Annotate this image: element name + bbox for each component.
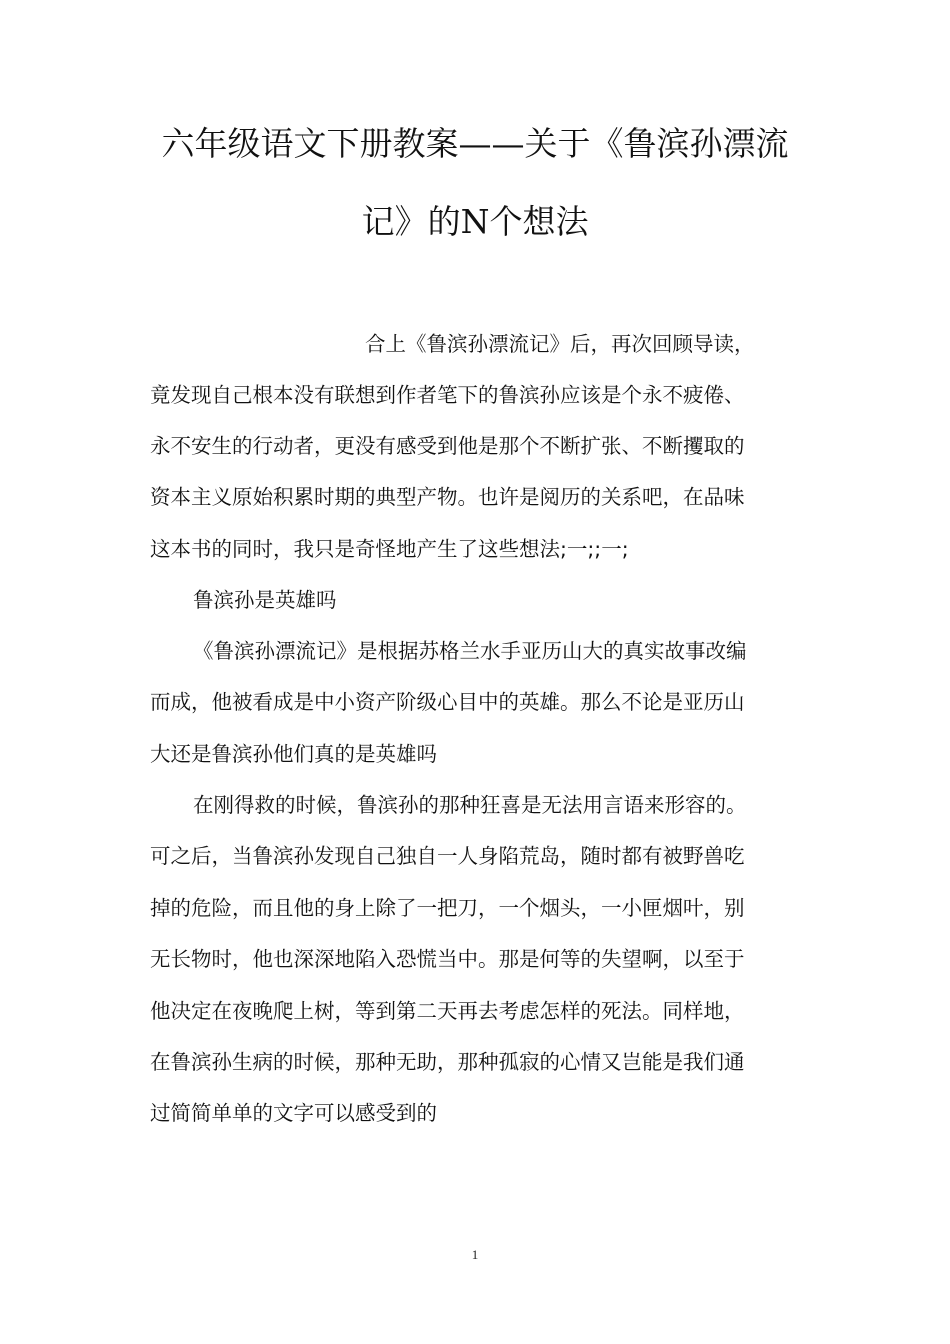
paragraph-line: 永不安生的行动者，更没有感受到他是那个不断扩张、不断攫取的 <box>150 434 745 458</box>
paragraph-line: 在刚得救的时候，鲁滨孙的那种狂喜是无法用言语来形容的。 <box>193 793 747 817</box>
paragraph-line: 无长物时，他也深深地陷入恐慌当中。那是何等的失望啊，以至于 <box>150 947 745 971</box>
page-title-line-1: 六年级语文下册教案——关于《鲁滨孙漂流 <box>161 124 789 163</box>
page-title-line-2: 记》的N个想法 <box>361 202 589 241</box>
paragraph-line: 大还是鲁滨孙他们真的是英雄吗 <box>150 742 437 766</box>
paragraph-line: 在鲁滨孙生病的时候，那种无助，那种孤寂的心情又岂能是我们通 <box>150 1050 745 1074</box>
paragraph-line: 可之后，当鲁滨孙发现自己独自一人身陷荒岛，随时都有被野兽吃 <box>150 844 745 868</box>
paragraph-line: 《鲁滨孙漂流记》是根据苏格兰水手亚历山大的真实故事改编 <box>193 639 747 663</box>
section-heading: 鲁滨孙是英雄吗 <box>193 588 337 612</box>
paragraph-line: 竟发现自己根本没有联想到作者笔下的鲁滨孙应该是个永不疲倦、 <box>150 383 745 407</box>
page-number: 1 <box>471 1247 479 1262</box>
paragraph-line: 掉的危险，而且他的身上除了一把刀，一个烟头，一小匣烟叶，别 <box>150 896 745 920</box>
paragraph-line: 他决定在夜晚爬上树，等到第二天再去考虑怎样的死法。同样地， <box>150 999 745 1023</box>
paragraph-line: 过简简单单的文字可以感受到的 <box>150 1101 437 1125</box>
paragraph-line: 而成，他被看成是中小资产阶级心目中的英雄。那么不论是亚历山 <box>150 690 745 714</box>
paragraph-line: 合上《鲁滨孙漂流记》后，再次回顾导读， <box>365 332 755 356</box>
paragraph-line: 资本主义原始积累时期的典型产物。也许是阅历的关系吧，在品味 <box>150 485 745 509</box>
paragraph-line: 这本书的同时，我只是奇怪地产生了这些想法;一;;一; <box>150 537 629 561</box>
